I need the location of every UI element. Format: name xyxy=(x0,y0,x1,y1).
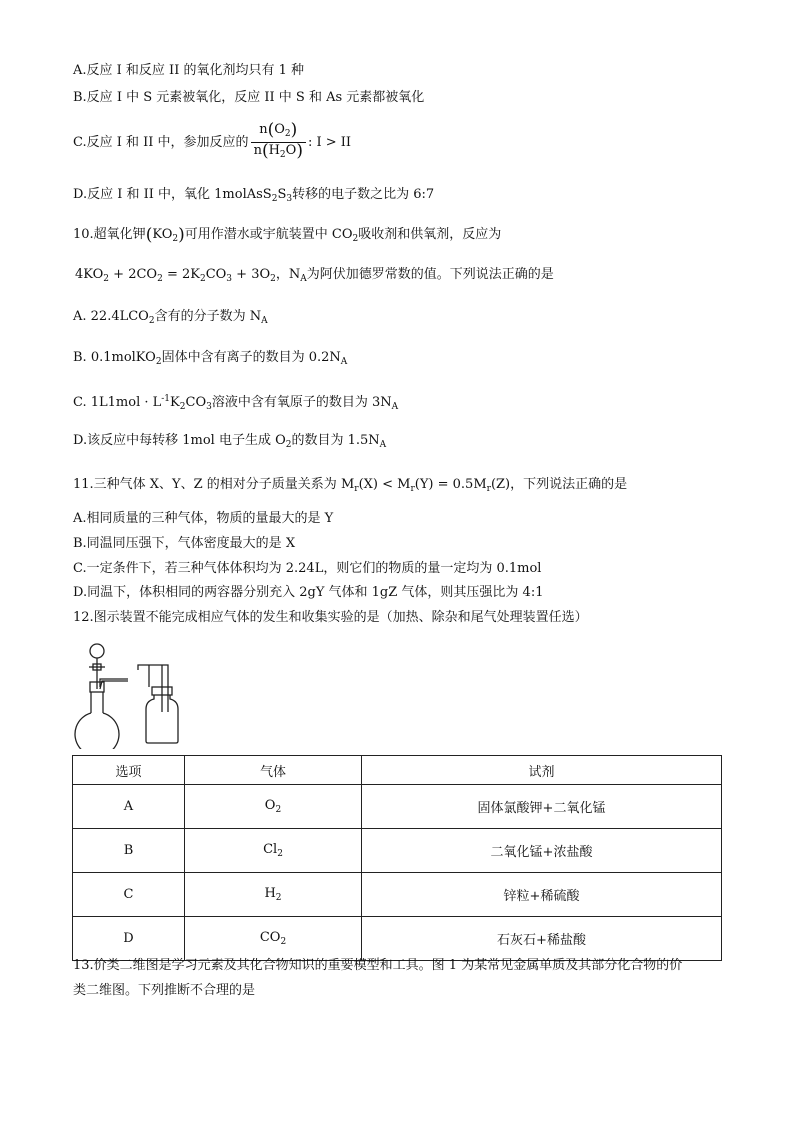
q12-stem: 12.图示装置不能完成相应气体的发生和收集实验的是（加热、除杂和尾气处理装置任选） xyxy=(73,610,588,625)
cell-option: B xyxy=(73,829,185,873)
q13-stem-line-1: 13.价类二维图是学习元素及其化合物知识的重要模型和工具。图 1 为某常见金属单质及其部分化合物的价 xyxy=(73,958,683,973)
table-row xyxy=(73,829,722,873)
cell-reagent: 石灰石+稀盐酸 xyxy=(362,917,722,961)
q13-stem-line-2: 类二维图。下列推断不合理的是 xyxy=(73,983,256,998)
q9-option-c-suffix: : I > II xyxy=(307,135,352,150)
fraction-denominator: $n(H_2O)$ xyxy=(253,141,303,161)
q12-options-table xyxy=(72,755,722,961)
q11-option-c: C.一定条件下，若三种气体体积均为 2.24L，则它们的物质的量一定均为 0.1mol xyxy=(73,561,542,576)
q9-option-a: A.反应 I 和反应 II 的氧化剂均只有 1 种 xyxy=(73,63,304,78)
q10-option-a: A. $22.4LCO_2$含有的分子数为 $N_A$ xyxy=(73,309,268,326)
q9-option-b: B.反应 I 中 S 元素被氧化，反应 II 中 S 和 As 元素都被氧化 xyxy=(73,90,425,105)
table-row xyxy=(73,917,722,961)
gas-apparatus-figure xyxy=(72,637,182,749)
cell-reagent: 固体氯酸钾+二氧化锰 xyxy=(362,785,722,829)
header-gas: 气体 xyxy=(185,756,362,785)
cell-gas: $O_2$ xyxy=(185,785,362,829)
cell-option: A xyxy=(73,785,185,829)
q11-option-d: D.同温下，体积相同的两容器分别充入 2gY 气体和 1gZ 气体，则其压强比为 4:1 xyxy=(73,585,544,600)
q9-option-d: D.反应 I 和 II 中，氧化 $1molAsS_2S_3$转移的电子数之比为 6:7 xyxy=(73,187,435,204)
cell-option: D xyxy=(73,917,185,961)
cell-reagent: 二氧化锰+浓盐酸 xyxy=(362,829,722,873)
cell-reagent: 锌粒+稀硫酸 xyxy=(362,873,722,917)
fraction-numerator: $n(O_2)$ xyxy=(251,122,306,143)
q10-option-d: D.该反应中每转移 1mol 电子生成 $O_2$的数目为 $1.5N_A$ xyxy=(73,433,387,450)
round-bottom-flask xyxy=(75,713,119,749)
cell-gas: $CO_2$ xyxy=(185,917,362,961)
header-option: 选项 xyxy=(73,756,185,785)
q10-equation: $4KO_2 + 2CO_2 = 2K_2CO_3 + 3O_2$，$N_A$为阿伏加德罗常数的值。下列说法正确的是 xyxy=(75,267,554,284)
q10-stem: 10.超氧化钾$(KO_2)$可用作潜水或宇航装置中 $CO_2$吸收剂和供氧剂，反应为 xyxy=(73,225,502,245)
header-reagent: 试剂 xyxy=(362,756,722,785)
q9-option-c xyxy=(73,122,351,163)
q11-option-b: B.同温同压强下，气体密度最大的是 X xyxy=(73,536,296,551)
table-row xyxy=(73,873,722,917)
funnel-bulb xyxy=(90,644,104,658)
q11-option-a: A.相同质量的三种气体，物质的量最大的是 Y xyxy=(73,511,334,526)
q10-option-b: B. 0.1molKO$_2$固体中含有离子的数目为 $0.2N_A$ xyxy=(73,350,348,367)
q10-option-c: C. $1L1mol \cdot L^{-1}K_2CO_3$溶液中含有氧原子的数目为 $3N_A$ xyxy=(73,394,399,412)
mole-ratio-fraction xyxy=(251,122,306,163)
cell-gas: $Cl_2$ xyxy=(185,829,362,873)
cell-option: C xyxy=(73,873,185,917)
q11-stem: 11.三种气体 X、Y、Z 的相对分子质量关系为 $M_r(X) < M_r(Y) = 0.5M_r(Z)$，下列说法正确的是 xyxy=(73,477,628,494)
table-row xyxy=(73,785,722,829)
table-header-row xyxy=(73,756,722,785)
cell-gas: $H_2$ xyxy=(185,873,362,917)
q9-option-c-prefix: C.反应 I 和 II 中，参加反应的 xyxy=(73,135,249,150)
